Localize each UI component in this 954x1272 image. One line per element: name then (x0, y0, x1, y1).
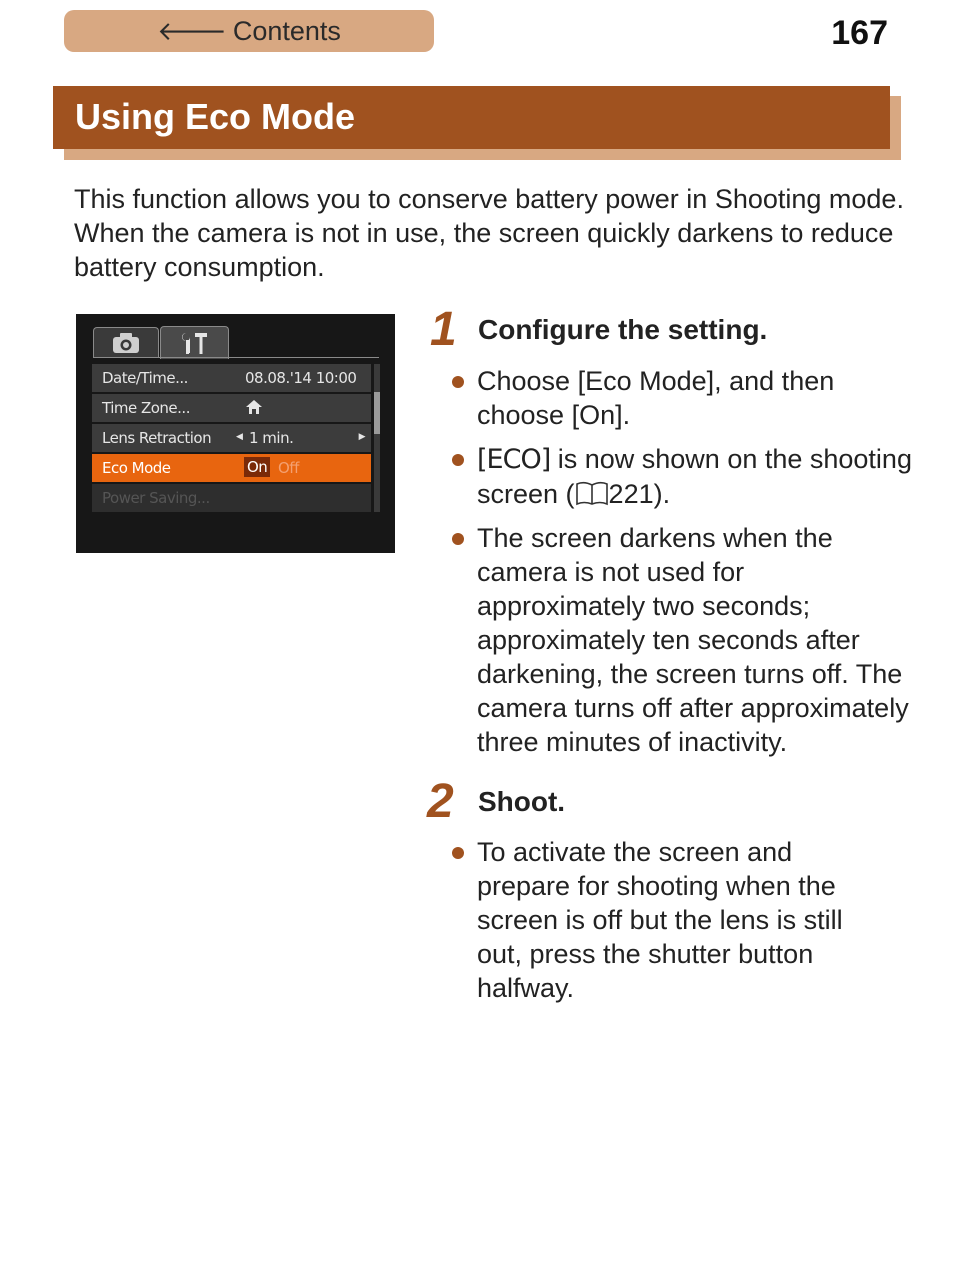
triangle-left-icon: ◀ (236, 432, 243, 442)
menu-scroll-thumb (374, 392, 380, 434)
page-reference[interactable]: 221 (608, 479, 654, 509)
intro-text: This function allows you to conserve battery power in Shooting mode. When the camera is not in use, the screen quickly darkens to reduce battery consumption. (74, 184, 904, 282)
menu-label: Lens Retraction (102, 429, 212, 447)
camera-icon (111, 332, 141, 354)
bullet-text: The screen darkens when the camera is not used for approximately two seconds; approximately ten seconds after darkening, the screen turns off. The camera turns off after approximately three minutes of inactivity. (477, 523, 909, 757)
triangle-right-icon: ▶ (358, 432, 365, 442)
home-icon (245, 398, 263, 420)
settings-menu (92, 364, 371, 514)
step-title: Configure the setting. (478, 314, 768, 345)
tab-divider (93, 357, 379, 358)
page-title: Using Eco Mode (75, 96, 356, 137)
wrench-hammer-icon (180, 331, 210, 355)
title-bar (53, 86, 890, 149)
tab-setup (160, 326, 229, 359)
menu-row-time-zone (92, 394, 371, 422)
menu-label: Date/Time... (102, 369, 188, 387)
contents-button[interactable] (64, 10, 434, 52)
bullet-icon (452, 847, 464, 859)
step-1-bullets (452, 364, 912, 769)
menu-row-date-time (92, 364, 371, 392)
arrow-left-icon: 🡐 (157, 15, 227, 46)
eco-mode-icon: [ECO] (477, 444, 551, 475)
menu-label: Power Saving... (102, 489, 210, 507)
bullet-icon (452, 376, 464, 388)
list-item (452, 521, 912, 759)
menu-label: Eco Mode (102, 459, 171, 477)
book-reference-icon (575, 480, 609, 506)
step-title: Shoot. (478, 786, 566, 817)
option-on: On (244, 457, 270, 477)
step-2-bullets (452, 835, 852, 1015)
bullet-icon (452, 454, 464, 466)
menu-scroll-track (374, 364, 380, 512)
menu-value: 1 min. (249, 429, 294, 447)
step-number: 2 (427, 775, 454, 828)
menu-row-power-saving (92, 484, 371, 512)
bullet-text: ). (653, 479, 671, 509)
bullet-text: is now shown on the shooting screen ( (477, 444, 912, 509)
menu-row-eco-mode (92, 454, 371, 482)
tab-shooting (93, 327, 159, 358)
bullet-icon (452, 533, 464, 545)
list-item (452, 835, 852, 1005)
menu-value: 08.08.'14 10:00 (245, 369, 357, 387)
contents-label: Contents (232, 15, 341, 46)
bullet-text: Choose [Eco Mode], and then choose [On]. (477, 366, 835, 430)
list-item (452, 442, 912, 511)
menu-row-lens-retraction (92, 424, 371, 452)
list-item (452, 364, 912, 432)
page-number: 167 (831, 14, 888, 52)
option-off: Off (278, 459, 299, 477)
step-number: 1 (430, 303, 457, 356)
bullet-text: To activate the screen and prepare for shooting when the screen is off but the lens is still out, press the shutter button halfway. (477, 837, 843, 1003)
camera-screen (76, 314, 395, 553)
menu-label: Time Zone... (102, 399, 190, 417)
